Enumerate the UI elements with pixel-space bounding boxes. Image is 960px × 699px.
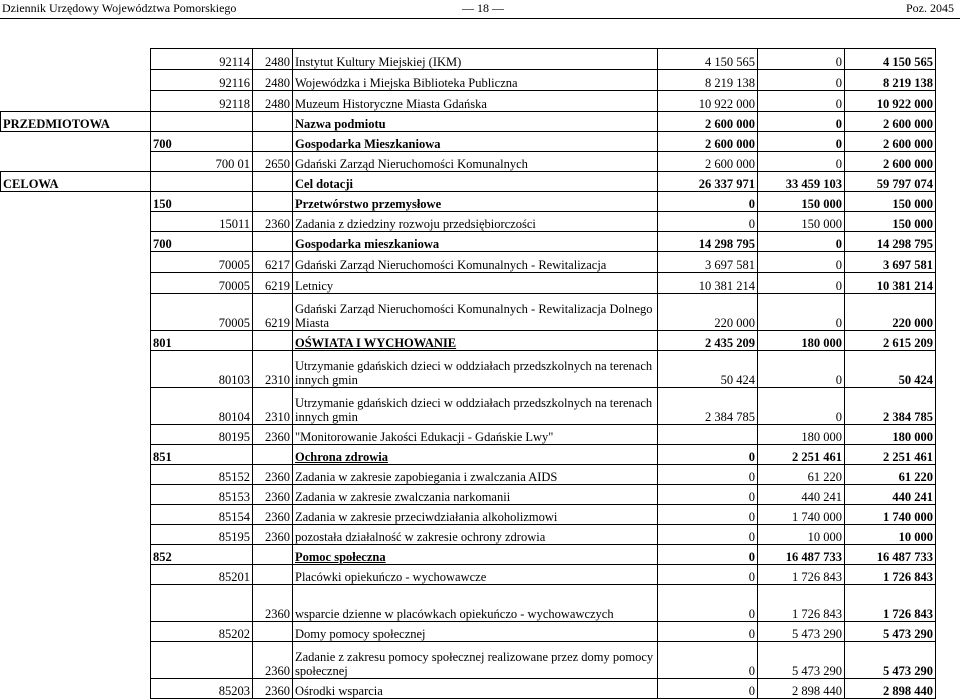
section-cell <box>1 445 151 465</box>
table-row <box>1 465 936 485</box>
section-cell <box>1 273 151 294</box>
amount2-cell: 0 <box>758 49 845 70</box>
total-cell: 3 697 581 <box>845 252 936 273</box>
paragraph-cell <box>253 112 293 132</box>
amount-cell: 0 <box>658 465 758 485</box>
table-row <box>1 485 936 505</box>
total-cell: 50 424 <box>845 351 936 388</box>
total-cell: 150 000 <box>845 192 936 212</box>
section-cell <box>1 622 151 642</box>
paragraph-cell: 2360 <box>253 212 293 232</box>
paragraph-cell: 2360 <box>253 425 293 445</box>
name-cell: Zadania w zakresie zapobiegania i zwalczania AIDS <box>293 465 658 485</box>
table-row <box>1 273 936 294</box>
amount2-cell: 0 <box>758 112 845 132</box>
name-cell: wsparcie dzienne w placówkach opiekuńczo - wychowawczych <box>293 585 658 622</box>
paragraph-cell: 2360 <box>253 585 293 622</box>
section-cell <box>1 49 151 70</box>
amount-cell: 0 <box>658 192 758 212</box>
table-row <box>1 585 936 622</box>
amount-cell: 0 <box>658 212 758 232</box>
total-cell: 10 000 <box>845 525 936 545</box>
section-code-cell <box>151 585 253 622</box>
total-cell: 59 797 074 <box>845 172 936 192</box>
amount2-cell: 0 <box>758 252 845 273</box>
paragraph-cell <box>253 132 293 152</box>
name-cell: Ochrona zdrowia <box>293 445 658 465</box>
table-row <box>1 294 936 331</box>
section-cell <box>1 642 151 679</box>
total-cell: 16 487 733 <box>845 545 936 565</box>
section-cell <box>1 679 151 699</box>
name-cell: Gdański Zarząd Nieruchomości Komunalnych <box>293 152 658 172</box>
name-cell: Letnicy <box>293 273 658 294</box>
paragraph-cell: 2360 <box>253 525 293 545</box>
section-code-cell: 85152 <box>151 465 253 485</box>
section-cell <box>1 252 151 273</box>
amount2-cell: 1 726 843 <box>758 565 845 585</box>
name-cell: Zadania w zakresie zwalczania narkomanii <box>293 485 658 505</box>
paragraph-cell <box>253 445 293 465</box>
name-cell: Gdański Zarząd Nieruchomości Komunalnych - Rewitalizacja <box>293 252 658 273</box>
paragraph-cell: 2650 <box>253 152 293 172</box>
amount-cell: 4 150 565 <box>658 49 758 70</box>
name-cell: Przetwórstwo przemysłowe <box>293 192 658 212</box>
name-cell: Pomoc społeczna <box>293 545 658 565</box>
name-cell: Domy pomocy społecznej <box>293 622 658 642</box>
amount2-cell: 0 <box>758 152 845 172</box>
section-row <box>1 112 936 132</box>
paragraph-cell: 6219 <box>253 273 293 294</box>
section-code-cell: 150 <box>151 192 253 212</box>
category-row <box>1 445 936 465</box>
total-cell: 2 384 785 <box>845 388 936 425</box>
amount-cell: 0 <box>658 565 758 585</box>
name-cell: Utrzymanie gdańskich dzieci w oddziałach przedszkolnych na terenach innych gmin <box>293 388 658 425</box>
paragraph-cell: 2480 <box>253 91 293 112</box>
table-row <box>1 252 936 273</box>
section-cell <box>1 585 151 622</box>
amount-cell: 220 000 <box>658 294 758 331</box>
amount2-cell: 180 000 <box>758 331 845 351</box>
paragraph-cell <box>253 192 293 212</box>
amount2-cell: 2 251 461 <box>758 445 845 465</box>
section-cell <box>1 331 151 351</box>
section-code-cell: 80195 <box>151 425 253 445</box>
amount2-cell: 33 459 103 <box>758 172 845 192</box>
section-row <box>1 172 936 192</box>
amount2-cell: 440 241 <box>758 485 845 505</box>
amount2-cell: 61 220 <box>758 465 845 485</box>
name-cell: Utrzymanie gdańskich dzieci w oddziałach przedszkolnych na terenach innych gmin <box>293 351 658 388</box>
table-row <box>1 152 936 172</box>
category-row <box>1 232 936 252</box>
section-code-cell: 700 01 <box>151 152 253 172</box>
total-cell: 440 241 <box>845 485 936 505</box>
amount-cell: 50 424 <box>658 351 758 388</box>
paragraph-cell <box>253 232 293 252</box>
table-row <box>1 565 936 585</box>
name-cell: Cel dotacji <box>293 172 658 192</box>
section-code-cell: 92118 <box>151 91 253 112</box>
section-cell <box>1 192 151 212</box>
paragraph-cell: 2310 <box>253 388 293 425</box>
total-cell: 2 615 209 <box>845 331 936 351</box>
amount-cell: 0 <box>658 622 758 642</box>
amount2-cell: 180 000 <box>758 425 845 445</box>
amount-cell: 0 <box>658 679 758 699</box>
total-cell: 14 298 795 <box>845 232 936 252</box>
paragraph-cell: 2360 <box>253 485 293 505</box>
amount2-cell: 150 000 <box>758 212 845 232</box>
amount-cell: 8 219 138 <box>658 70 758 91</box>
name-cell: Muzeum Historyczne Miasta Gdańska <box>293 91 658 112</box>
amount-cell: 0 <box>658 585 758 622</box>
amount-cell: 2 600 000 <box>658 152 758 172</box>
total-cell: 5 473 290 <box>845 622 936 642</box>
section-cell <box>1 70 151 91</box>
amount-cell: 0 <box>658 525 758 545</box>
amount-cell: 0 <box>658 642 758 679</box>
total-cell: 1 726 843 <box>845 585 936 622</box>
section-code-cell: 852 <box>151 545 253 565</box>
paragraph-cell: 2310 <box>253 351 293 388</box>
paragraph-cell <box>253 565 293 585</box>
amount2-cell: 150 000 <box>758 192 845 212</box>
section-code-cell <box>151 642 253 679</box>
total-cell: 220 000 <box>845 294 936 331</box>
total-cell: 5 473 290 <box>845 642 936 679</box>
section-cell <box>1 465 151 485</box>
name-cell: Ośrodki wsparcia <box>293 679 658 699</box>
paragraph-cell <box>253 545 293 565</box>
total-cell: 8 219 138 <box>845 70 936 91</box>
table-row <box>1 525 936 545</box>
category-row <box>1 192 936 212</box>
amount2-cell: 0 <box>758 388 845 425</box>
amount2-cell: 0 <box>758 232 845 252</box>
name-cell: Zadanie z zakresu pomocy społecznej realizowane przez domy pomocy społecznej <box>293 642 658 679</box>
section-cell <box>1 152 151 172</box>
amount-cell: 2 384 785 <box>658 388 758 425</box>
total-cell: 2 251 461 <box>845 445 936 465</box>
section-code-cell <box>151 112 253 132</box>
total-cell: 4 150 565 <box>845 49 936 70</box>
name-cell: Zadania z dziedziny rozwoju przedsiębiorczości <box>293 212 658 232</box>
amount-cell: 0 <box>658 445 758 465</box>
section-cell <box>1 232 151 252</box>
paragraph-cell: 2360 <box>253 642 293 679</box>
table-row <box>1 70 936 91</box>
section-code-cell: 85203 <box>151 679 253 699</box>
name-cell: Instytut Kultury Miejskiej (IKM) <box>293 49 658 70</box>
section-code-cell: 70005 <box>151 294 253 331</box>
budget-table <box>0 48 936 699</box>
journal-title: Dziennik Urzędowy Województwa Pomorskiego <box>2 1 237 15</box>
total-cell: 2 898 440 <box>845 679 936 699</box>
amount2-cell: 1 726 843 <box>758 585 845 622</box>
amount2-cell: 0 <box>758 132 845 152</box>
paragraph-cell: 2480 <box>253 49 293 70</box>
amount2-cell: 0 <box>758 351 845 388</box>
amount-cell <box>658 425 758 445</box>
paragraph-cell: 2360 <box>253 465 293 485</box>
position-number: Poz. 2045 <box>906 1 954 15</box>
name-cell: Wojewódzka i Miejska Biblioteka Publiczna <box>293 70 658 91</box>
section-cell <box>1 132 151 152</box>
amount-cell: 0 <box>658 545 758 565</box>
name-cell: pozostała działalność w zakresie ochrony zdrowia <box>293 525 658 545</box>
section-code-cell: 85201 <box>151 565 253 585</box>
total-cell: 1 740 000 <box>845 505 936 525</box>
section-cell <box>1 565 151 585</box>
section-code-cell: 851 <box>151 445 253 465</box>
total-cell: 180 000 <box>845 425 936 445</box>
amount-cell: 3 697 581 <box>658 252 758 273</box>
section-cell <box>1 525 151 545</box>
section-code-cell: 85153 <box>151 485 253 505</box>
paragraph-cell <box>253 331 293 351</box>
table-row <box>1 49 936 70</box>
section-code-cell: 700 <box>151 232 253 252</box>
amount2-cell: 0 <box>758 294 845 331</box>
table-row <box>1 351 936 388</box>
paragraph-cell: 6217 <box>253 252 293 273</box>
amount-cell: 0 <box>658 485 758 505</box>
amount-cell: 14 298 795 <box>658 232 758 252</box>
table-row <box>1 642 936 679</box>
section-code-cell: 80103 <box>151 351 253 388</box>
section-cell <box>1 212 151 232</box>
header-divider <box>0 18 960 19</box>
section-code-cell: 85154 <box>151 505 253 525</box>
section-code-cell: 92114 <box>151 49 253 70</box>
section-code-cell: 15011 <box>151 212 253 232</box>
section-cell: CELOWA <box>1 172 151 192</box>
amount2-cell: 0 <box>758 70 845 91</box>
section-cell: PRZEDMIOTOWA <box>1 112 151 132</box>
section-code-cell: 92116 <box>151 70 253 91</box>
table-row <box>1 505 936 525</box>
amount-cell: 10 381 214 <box>658 273 758 294</box>
section-code-cell: 80104 <box>151 388 253 425</box>
table-row <box>1 212 936 232</box>
name-cell: Zadania w zakresie przeciwdziałania alkoholizmowi <box>293 505 658 525</box>
amount-cell: 2 435 209 <box>658 331 758 351</box>
amount-cell: 10 922 000 <box>658 91 758 112</box>
category-row <box>1 331 936 351</box>
table-row <box>1 388 936 425</box>
amount-cell: 0 <box>658 505 758 525</box>
name-cell: OŚWIATA I WYCHOWANIE <box>293 331 658 351</box>
total-cell: 10 922 000 <box>845 91 936 112</box>
name-cell: Gdański Zarząd Nieruchomości Komunalnych - Rewitalizacja Dolnego Miasta <box>293 294 658 331</box>
section-cell <box>1 294 151 331</box>
section-code-cell: 801 <box>151 331 253 351</box>
name-cell: Nazwa podmiotu <box>293 112 658 132</box>
section-cell <box>1 505 151 525</box>
total-cell: 150 000 <box>845 212 936 232</box>
amount2-cell: 10 000 <box>758 525 845 545</box>
table-row <box>1 91 936 112</box>
table-row <box>1 622 936 642</box>
page-number: — 18 — <box>462 1 504 15</box>
total-cell: 2 600 000 <box>845 152 936 172</box>
amount2-cell: 16 487 733 <box>758 545 845 565</box>
table-row <box>1 679 936 699</box>
paragraph-cell <box>253 622 293 642</box>
section-cell <box>1 545 151 565</box>
amount2-cell: 5 473 290 <box>758 622 845 642</box>
total-cell: 61 220 <box>845 465 936 485</box>
name-cell: Gospodarka mieszkaniowa <box>293 232 658 252</box>
total-cell: 2 600 000 <box>845 112 936 132</box>
total-cell: 1 726 843 <box>845 565 936 585</box>
amount-cell: 2 600 000 <box>658 112 758 132</box>
amount2-cell: 5 473 290 <box>758 642 845 679</box>
paragraph-cell <box>253 172 293 192</box>
section-cell <box>1 91 151 112</box>
section-code-cell: 85202 <box>151 622 253 642</box>
budget-table-body <box>1 49 936 699</box>
section-code-cell: 70005 <box>151 273 253 294</box>
total-cell: 2 600 000 <box>845 132 936 152</box>
section-code-cell: 85195 <box>151 525 253 545</box>
section-code-cell <box>151 172 253 192</box>
section-cell <box>1 388 151 425</box>
name-cell: "Monitorowanie Jakości Edukacji - Gdańskie Lwy" <box>293 425 658 445</box>
table-row <box>1 425 936 445</box>
name-cell: Placówki opiekuńczo - wychowawcze <box>293 565 658 585</box>
section-cell <box>1 351 151 388</box>
section-cell <box>1 425 151 445</box>
amount2-cell: 0 <box>758 273 845 294</box>
amount-cell: 2 600 000 <box>658 132 758 152</box>
paragraph-cell: 2360 <box>253 679 293 699</box>
amount2-cell: 0 <box>758 91 845 112</box>
name-cell: Gospodarka Mieszkaniowa <box>293 132 658 152</box>
amount2-cell: 2 898 440 <box>758 679 845 699</box>
paragraph-cell: 2360 <box>253 505 293 525</box>
paragraph-cell: 6219 <box>253 294 293 331</box>
category-row <box>1 132 936 152</box>
page-header <box>0 0 960 20</box>
section-code-cell: 70005 <box>151 252 253 273</box>
amount-cell: 26 337 971 <box>658 172 758 192</box>
total-cell: 10 381 214 <box>845 273 936 294</box>
paragraph-cell: 2480 <box>253 70 293 91</box>
section-code-cell: 700 <box>151 132 253 152</box>
section-cell <box>1 485 151 505</box>
amount2-cell: 1 740 000 <box>758 505 845 525</box>
category-row <box>1 545 936 565</box>
